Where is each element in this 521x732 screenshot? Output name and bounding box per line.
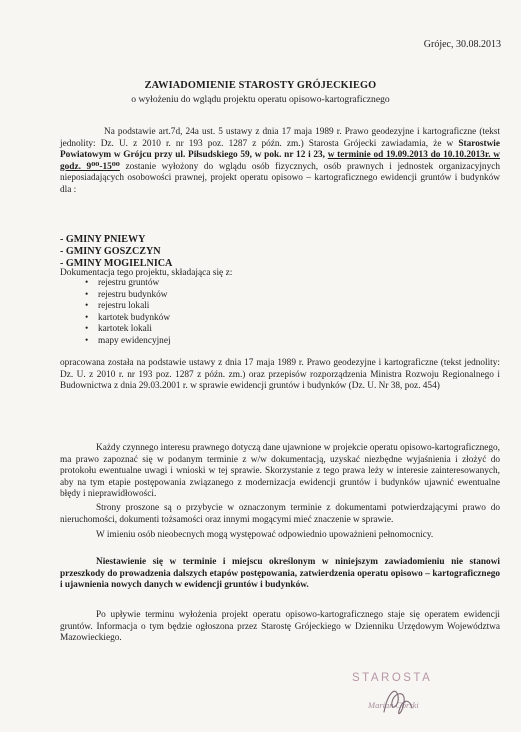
notice-text-1: Na podstawie art.7d, 24a ust. 5 ustawy z dnia 17 maja 1989 r. Prawo geodezyjne i kartograficzne (tekst jednolity: Dz. U. z 2010 r. nr 193 poz. 1287 z późn. zm.) Starosta Grójecki zawiadamia, że w <box>60 127 500 149</box>
paragraph-notice-text <box>60 127 500 196</box>
paragraph-rights: Każdy czynnego interesu prawnego dotyczą dane ujawnione w projekcie operatu opisowo-kartograficznego, ma prawo zapoznać się w podanym terminie z w/w dokumentacją, uzyskać niezbędne wyjaśnienia i złożyć do protokołu ewentualne uwagi i wnioski w tej sprawie. Skorzystanie z tego prawa leży w interesie zainteresowanych, aby na tym etapie postępowania związanego z modernizacja ewidencji gruntów i budynków ujawnić ewentualne błędy i nieprawidłowości. <box>60 443 500 499</box>
documentation-item: • rejestru budynków <box>85 290 171 302</box>
documentation-list <box>85 278 171 347</box>
documentation-intro: Dokumentacja tego projektu, składająca się z: <box>60 268 233 278</box>
municipality-item: - GMINY PNIEWY <box>60 234 146 245</box>
signature-icon <box>378 682 418 720</box>
municipality-list <box>60 234 172 271</box>
place-date: Grójec, 30.08.2013 <box>423 39 501 50</box>
stamp-name: Marian Górski <box>368 700 419 710</box>
notice-location: Starostwie Powiatowym w Grójcu przy ul. Piłsudskiego 59, w pok. nr 12 i 23, <box>60 138 500 160</box>
stamp-title: STAROSTA <box>352 672 433 684</box>
documentation-item: • rejestru gruntów <box>85 278 171 290</box>
notice-date-range: w terminie od 19.09.2013 do 10.10.2013r. w godz. 9⁰⁰-15⁰⁰ <box>60 150 500 172</box>
paragraph-notice <box>60 127 500 196</box>
municipality-item: - GMINY MOGIELNICA <box>60 258 173 270</box>
notice-text-2: zostanie wyłożony do wglądu osób fizycznych, osób prawnych i jednostek organizacyjnych nieposiadających osobowości prawnej, projekt operatu opisowo – kartograficznego ewidencji gruntów i budynków dla : <box>60 161 500 195</box>
paragraph-legal-basis: opracowana została na podstawie ustawy z dnia 17 maja 1989 r. Prawo geodezyjne i kartograficzne (tekst jednolity: Dz. U. z 2010 r. nr 193 poz. 1287 z późn. zm.) oraz przepisów rozporządzenia Ministra Rozwoju Regionalnego i Budownictwa z dnia 29.03.2001 r. w sprawie ewidencji gruntów i budynków (Dz. U. Nr 38, poz. 454) <box>60 358 500 391</box>
paragraph-absence-notice: Niestawienie się w terminie i miejscu określonym w niniejszym zawiadomieniu nie stanowi przeszkody do prowadzenia dalszych etapów postępowania, zatwierdzenia operatu opisowo – kartograficznego i ujawnienia nowych danych w ewidencji gruntów i budynków. <box>60 557 500 590</box>
municipality-item: - GMINY GOSZCZYN <box>60 246 161 258</box>
paragraph-after-term: Po upływie terminu wyłożenia projekt operatu opisowo-kartograficznego staje się operatem ewidencji gruntów. Informacja o tym będzie ogłoszona przez Starostę Grójeckiego w Dzienniku Urzędowym Województwa Mazowieckiego. <box>60 610 500 643</box>
official-stamp <box>352 672 472 722</box>
documentation-item: • rejestru lokali <box>85 301 171 313</box>
paragraph-proxies: W imieniu osób nieobecnych mogą występować odpowiednio upoważnieni pełnomocnicy. <box>96 530 434 540</box>
documentation-item: • kartotek lokali <box>85 324 171 336</box>
paragraph-parties: Strony proszone są o przybycie w oznaczonym terminie z dokumentami potwierdzającymi prawo do nieruchomości, dokumenti tożsamości oraz innymi mogącymi mieć znaczenie w sprawie. <box>60 503 500 525</box>
documentation-item: • kartotek budynków <box>85 313 171 325</box>
document-subtitle: o wyłożeniu do wglądu projektu operatu opisowo-kartograficznego <box>131 94 390 105</box>
documentation-item: • mapy ewidencyjnej <box>85 336 171 348</box>
document-title: ZAWIADOMIENIE STAROSTY GRÓJECKIEGO <box>144 80 377 91</box>
